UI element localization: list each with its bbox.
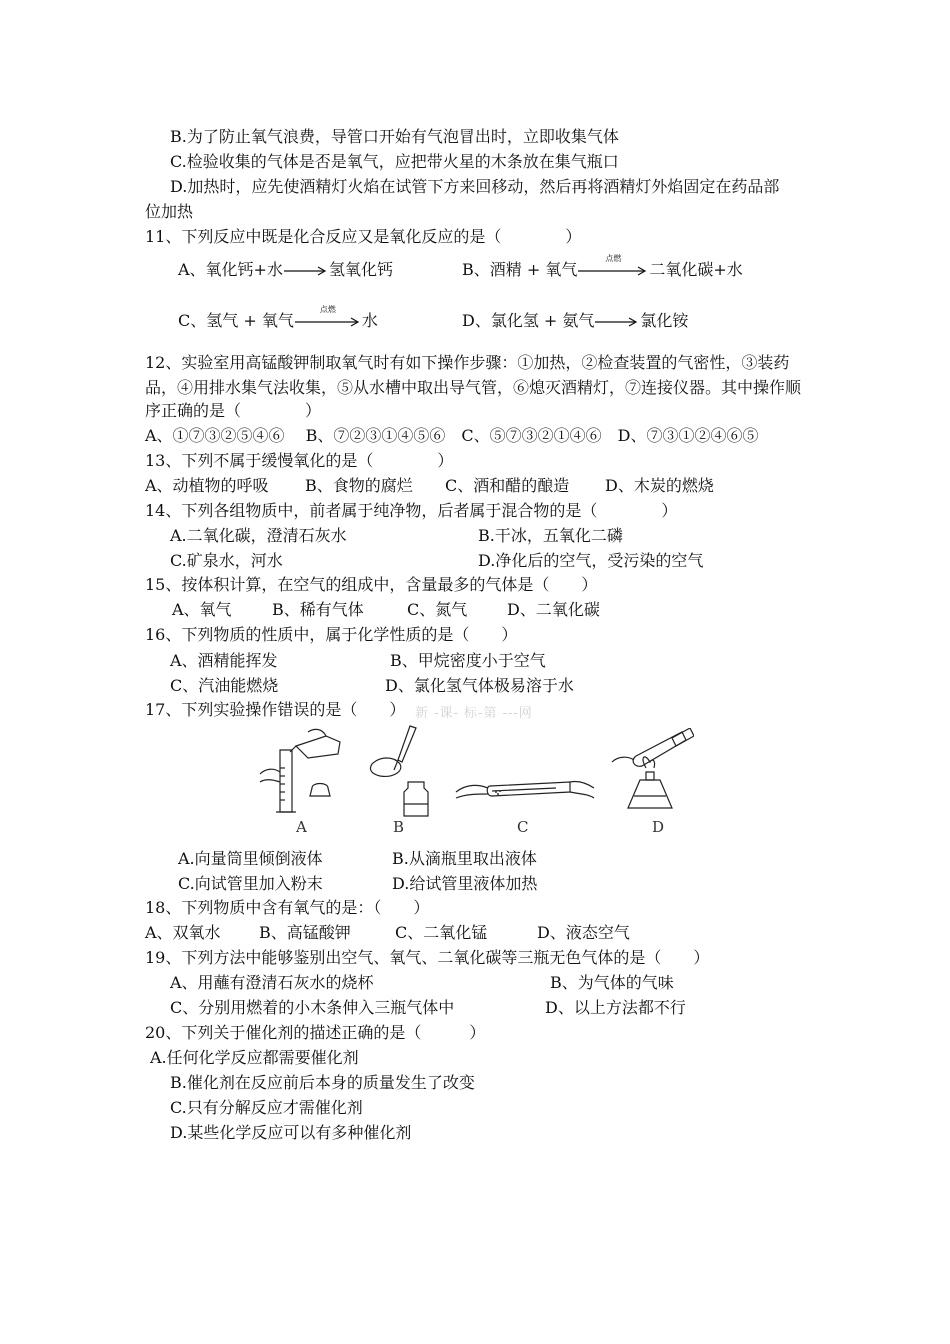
figure-label-a: A [296,818,307,836]
figure-c-powder-illustration [452,770,598,810]
q17-option-b: B.从滴瓶里取出液体 [392,849,537,868]
reaction-arrow-icon [284,265,328,277]
q15-stem: 15、按体积计算，在空气的组成中，含量最多的气体是（ ） [145,575,598,594]
q13-stem: 13、下列不属于缓慢氧化的是（ ） [145,451,454,470]
q17-stem: 17、下列实验操作错误的是（ ） [145,700,406,719]
figure-label-c: C [517,818,529,836]
figure-b-dropper-illustration [364,722,444,818]
q17-option-c: C.向试管里加入粉末 [178,874,323,893]
q16-option-c: C、汽油能燃烧 [170,676,279,695]
figure-label-d: D [652,818,665,836]
q10-option-b: B.为了防止氧气浪费，导管口开始有气泡冒出时，立即收集气体 [170,127,619,146]
q11-option-b [462,253,743,281]
q14-option-d: D.净化后的空气，受污染的空气 [478,551,704,570]
reaction-condition: 点燃 [605,253,622,263]
q11-option-a [178,259,393,281]
q11-c-products: 水 [361,311,378,330]
q10-option-d-line1: D.加热时，应先使酒精灯火焰在试管下方来回移动，然后再将酒精灯外焰固定在药品部 [170,177,780,196]
q16-option-a: A、酒精能挥发 [170,651,278,670]
q18-option-a: A、双氧水 [145,923,221,942]
q18-option-d: D、液态空气 [537,923,630,942]
q12-stem-line1: 12、实验室用高锰酸钾制取氧气时有如下操作步骤：①加热，②检查装置的气密性，③装药 [145,353,790,372]
q11-option-c [178,304,378,332]
q16-option-d: D、氯化氢气体极易溶于水 [385,676,574,695]
figure-a-pouring-illustration [252,728,352,818]
q15-option-c: C、氮气 [407,600,468,619]
reaction-arrow-icon [595,316,639,328]
figure-label-b: B [393,818,405,836]
q11-option-d [462,310,688,332]
q13-option-c: C、酒和醋的酿造 [445,476,570,495]
reaction-condition: 点燃 [319,304,336,314]
q12-options: A、①⑦③②⑤④⑥ B、⑦②③①④⑤⑥ C、⑤⑦③②①④⑥ D、⑦③①②④⑥⑤ [145,426,759,445]
figure-d-heating-illustration [610,728,694,818]
q10-option-d-line2: 位加热 [145,202,194,221]
q16-option-b: B、甲烷密度小于空气 [390,651,546,670]
q12-stem-line2: 品，④用排水集气法收集，⑤从水槽中取出导气管，⑥熄灭酒精灯，⑦连接仪器。其中操作顺 [145,378,802,397]
q17-option-d: D.给试管里液体加热 [392,874,538,893]
q12-stem-line3: 序正确的是（ ） [145,401,322,420]
q15-option-d: D、二氧化碳 [507,600,600,619]
q18-option-b: B、高锰酸钾 [259,923,351,942]
q11-b-reactants: B、酒精 + 氧气 [462,260,578,279]
q19-option-b: B、为气体的气味 [550,973,674,992]
q13-option-a: A、动植物的呼吸 [145,476,269,495]
q18-stem: 18、下列物质中含有氧气的是：（ ） [145,898,430,917]
q11-d-products: 氯化铵 [640,311,689,330]
q14-option-b: B.干冰，五氧化二磷 [478,526,623,545]
q14-stem: 14、下列各组物质中，前者属于纯净物，后者属于混合物的是（ ） [145,501,678,520]
q20-option-d: D.某些化学反应可以有多种催化剂 [170,1123,412,1142]
q11-stem: 11、下列反应中既是化合反应又是氧化反应的是（ ） [145,227,582,246]
q11-c-reactants: C、氢气 + 氧气 [178,311,294,330]
q11-d-reactants: D、氯化氢 + 氨气 [462,311,595,330]
q20-option-c: C.只有分解反应才需催化剂 [170,1098,363,1117]
watermark: 新 -课- 标-第 ---网 [415,706,533,721]
reaction-arrow-icon [578,253,648,277]
q19-option-c: C、分别用燃着的小木条伸入三瓶气体中 [170,998,455,1017]
q13-option-b: B、食物的腐烂 [305,476,413,495]
q20-stem: 20、下列关于催化剂的描述正确的是（ ） [145,1023,486,1042]
q20-option-b: B.催化剂在反应前后本身的质量发生了改变 [170,1073,475,1092]
q15-option-a: A、氧气 [172,600,232,619]
q19-stem: 19、下列方法中能够鉴别出空气、氧气、二氧化碳等三瓶无色气体的是（ ） [145,948,710,967]
q19-option-d: D、以上方法都不行 [545,998,686,1017]
q16-stem: 16、下列物质的性质中，属于化学性质的是（ ） [145,625,518,644]
q14-option-a: A.二氧化碳，澄清石灰水 [170,526,347,545]
q11-a-products: 氢氧化钙 [328,260,393,279]
q15-option-b: B、稀有气体 [272,600,364,619]
q14-option-c: C.矿泉水，河水 [170,551,283,570]
q11-b-products: 二氧化碳+水 [649,260,743,279]
q19-option-a: A、用蘸有澄清石灰水的烧杯 [170,973,374,992]
q13-option-d: D、木炭的燃烧 [605,476,714,495]
q11-a-reactants: A、氧化钙+水 [178,260,283,279]
reaction-arrow-icon [295,304,361,328]
q10-option-c: C.检验收集的气体是否是氧气，应把带火星的木条放在集气瓶口 [170,152,619,171]
q18-option-c: C、二氧化锰 [395,923,488,942]
q17-option-a: A.向量筒里倾倒液体 [178,849,323,868]
q20-option-a: A.任何化学反应都需要催化剂 [150,1048,359,1067]
